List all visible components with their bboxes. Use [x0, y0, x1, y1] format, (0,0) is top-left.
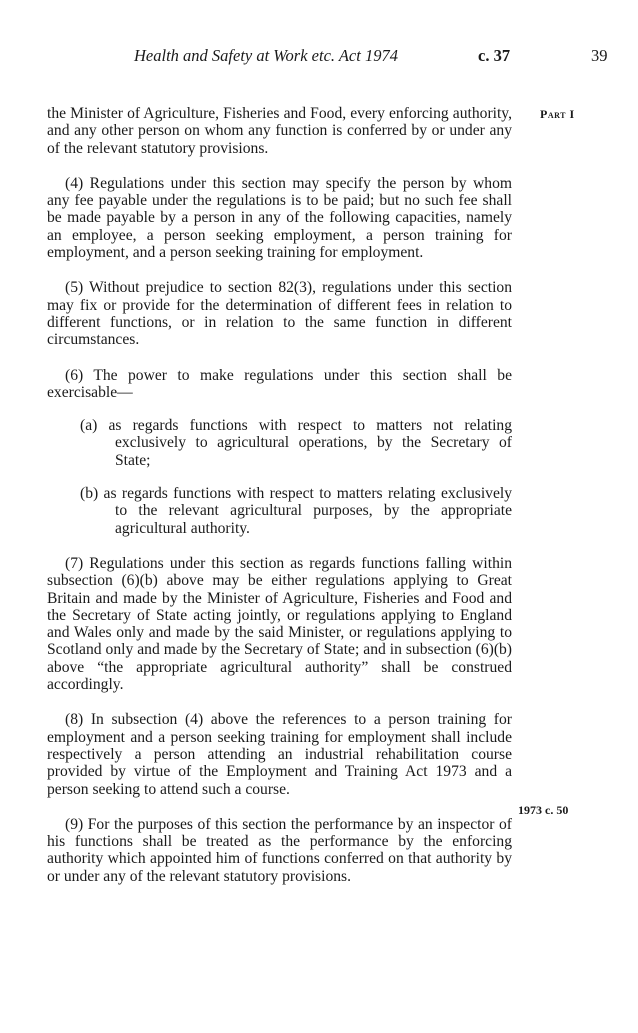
subsection-6: (6) The power to make regulations under this section shall be exercisable—: [47, 366, 512, 401]
subsection-8: (8) In subsection (4) above the references to a person training for employment and a person seeking training for employment shall include respectively a person attending an industrial rehabilitation course provided by virtue of the Employment and Training Act 1973 and a person seeking to attend such a course.: [47, 711, 512, 798]
paragraph-continuation: the Minister of Agriculture, Fisheries and Food, every enforcing authority, and any other person on whom any function is conferred by or under any of the relevant statutory provisions.: [47, 105, 512, 157]
margin-note-part: Part I: [540, 107, 575, 121]
subsection-4: (4) Regulations under this section may specify the person by whom any fee payable under the regulations is to be paid; but no such fee shall be made payable by a person in any of the following capacities, namely an employee, a person seeking employment, a person training for employment, and a person seeking training for employment.: [47, 174, 512, 262]
subsection-7: (7) Regulations under this section as regards functions falling within subsection (6)(b) above may be either regulations applying to Great Britain and made by the Minister of Agriculture, Fisheries and Food and the Secretary of State acting jointly, or regulations applying to England and Wales only and made by the said Minister, or regulations applying to Scotland only and made by the Secretary of State; and in subsection (6)(b) above “the appropriate agricultural authority” shall be construed accordingly.: [47, 554, 512, 694]
running-header: [0, 46, 638, 70]
margin-note-act-reference: 1973 c. 50: [518, 803, 569, 817]
chapter-number: c. 37: [478, 46, 511, 65]
subsection-5: (5) Without prejudice to section 82(3), regulations under this section may fix or provide for the determination of different fees in relation to different functions, or in relation to the same function in different circumstances.: [47, 279, 512, 349]
document-body: [47, 105, 512, 885]
page-number: 39: [591, 46, 608, 65]
subsection-6-b: (b) as regards functions with respect to matters relating exclusively to the relevant agricultural purposes, by the appropriate agricultural authority.: [80, 485, 512, 537]
act-title: Health and Safety at Work etc. Act 1974: [134, 46, 398, 65]
subsection-6-a: (a) as regards functions with respect to matters not relating exclusively to agricultural operations, by the Secretary of State;: [80, 417, 512, 469]
subsection-9: (9) For the purposes of this section the performance by an inspector of his functions shall be treated as the performance by the enforcing authority which appointed him of functions conferred on that authority by or under any of the relevant statutory provisions.: [47, 815, 512, 885]
